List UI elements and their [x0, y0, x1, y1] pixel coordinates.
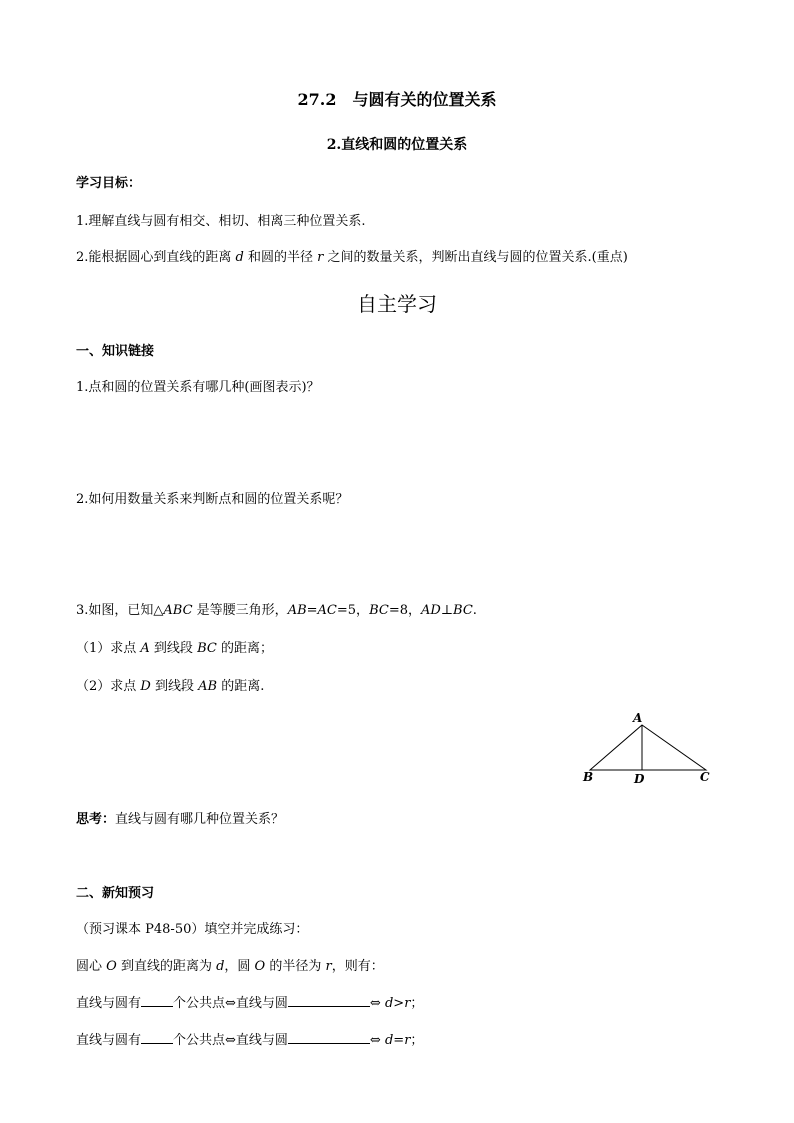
label-c: C	[700, 770, 710, 784]
question-3-part-1: （1）求点 A 到线段 BC 的距离；	[76, 641, 273, 656]
blank-relation-1[interactable]	[288, 993, 370, 1007]
question-3: 3.如图，已知△ABC 是等腰三角形，AB=AC=5，BC=8，AD⊥BC.	[76, 603, 477, 618]
objective-1: 1.理解直线与圆有相交、相切、相离三种位置关系.	[76, 214, 366, 229]
label-b: B	[583, 770, 594, 784]
preview-setup: 圆心 O 到直线的距离为 d，圆 O 的半径为 r，则有：	[76, 959, 384, 974]
part1-heading: 一、知识链接	[76, 344, 155, 359]
preview-intro: （预习课本 P48-50）填空并完成练习：	[76, 922, 309, 937]
blank-count-1[interactable]	[141, 993, 173, 1007]
think-prompt: 思考：直线与圆有哪几种位置关系？	[76, 812, 285, 827]
section-title: 自主学习	[357, 292, 437, 316]
part2-heading: 二、新知预习	[76, 886, 155, 901]
question-3-part-2: （2）求点 D 到线段 AB 的距离.	[76, 679, 265, 694]
rule-1: 直线与圆有 个公共点⇔直线与圆 ⇔ d>r；	[76, 992, 423, 1011]
question-2: 2.如何用数量关系来判断点和圆的位置关系呢？	[76, 492, 349, 507]
objectives-heading: 学习目标：	[76, 176, 142, 191]
document-subtitle: 2.直线和圆的位置关系	[326, 137, 468, 153]
rule-2: 直线与圆有 个公共点⇔直线与圆 ⇔ d=r；	[76, 1029, 423, 1048]
triangle-abc	[590, 725, 706, 770]
question-1: 1.点和圆的位置关系有哪几种(画图表示)？	[76, 380, 320, 395]
blank-relation-2[interactable]	[288, 1030, 370, 1044]
document-title: 27.2 与圆有关的位置关系	[297, 90, 497, 109]
triangle-figure	[578, 708, 718, 790]
label-a: A	[633, 711, 643, 725]
objective-2: 2.能根据圆心到直线的距离 d 和圆的半径 r 之间的数量关系，判断出直线与圆的位置关系.(重点)	[76, 250, 628, 265]
blank-count-2[interactable]	[141, 1030, 173, 1044]
label-d: D	[634, 772, 645, 786]
